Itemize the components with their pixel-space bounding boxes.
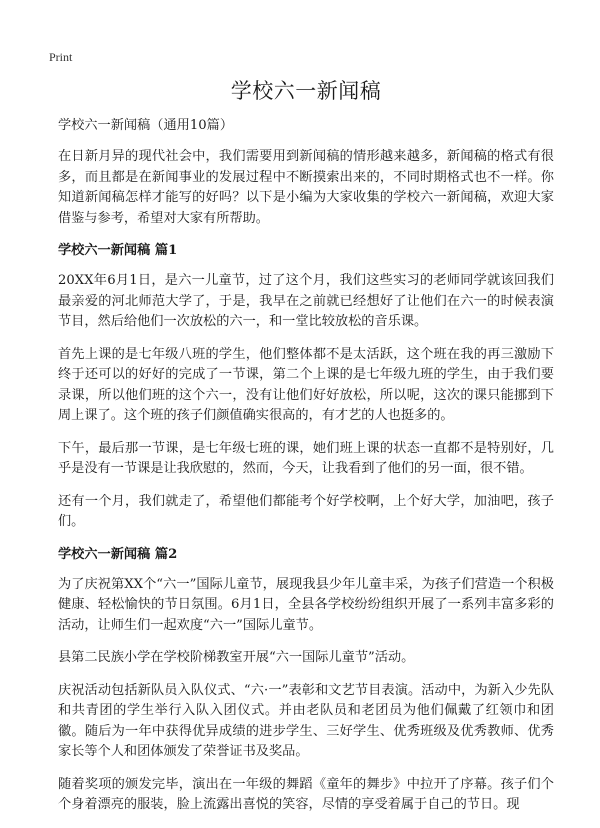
document-page [58,78,554,828]
section-1-paragraph-3: 下午，最后那一节课，是七年级七班的课，她们班上课的状态一直都不是特别好，几乎是没有一节课是让我欣慰的，然而，今天，让我看到了他们的另一面，很不错。 [58,440,554,476]
page-title: 学校六一新闻稿 [230,79,382,103]
section-heading-1: 学校六一新闻稿 篇1 [58,243,178,258]
section-1-paragraph-1: 20XX年6月1日，是六一儿童节，过了这个月，我们这些实习的老师同学就该回我们最亲爱的河北师范大学了，于是，我早在之前就已经想好了让他们在六一的时候表演节目，然后给他们一次放松的六一，和一堂比较放松的音乐课。 [58,273,554,329]
intro-paragraph: 在日新月异的现代社会中，我们需要用到新闻稿的情形越来越多，新闻稿的格式有很多，而且都是在新闻事业的发展过程中不断摸索出来的，不同时期格式也不一样。你知道新闻稿怎样才能写的好吗？以下是小编为大家收集的学校六一新闻稿，欢迎大家借鉴与参考，希望对大家有所帮助。 [58,149,554,226]
section-2-paragraph-3: 庆祝活动包括新队员入队仪式、“六·一”表彰和文艺节目表演。活动中，为新入少先队和共青团的学生举行入队入团仪式。并由老队员和老团员为他们佩戴了红领巾和团徽。随后为一年中获得优异成绩的进步学生、三好学生、优秀班级及优秀教师、优秀家长等个人和团体颁发了荣誉证书及奖品。 [58,682,554,759]
section-heading-2: 学校六一新闻稿 篇2 [58,546,178,562]
document-subtitle: 学校六一新闻稿（通用10篇） [58,118,234,133]
section-2-paragraph-2: 县第二民族小学在学校阶梯教室开展“六一国际儿童节”活动。 [58,650,415,665]
section-2-paragraph-1: 为了庆祝第XX个“六一”国际儿童节，展现我县少年儿童丰采，为孩子们营造一个积极健康、轻松愉快的节日氛围。6月1日，全县各学校纷纷组织开展了一系列丰富多彩的活动，让师生们一起欢度“六一”国际儿童节。 [58,576,554,633]
section-1-paragraph-2: 首先上课的是七年级八班的学生，他们整体都不是太活跃，这个班在我的再三激励下终于还可以的好好的完成了一节课，第二个上课的是七年级九班的学生，由于我们要录课，所以他们班的这个六一，没有让他们好好放松，所以呢，这次的课只能挪到下周上课了。这个班的孩子们颜值确实很高的，有才艺的人也挺多的。 [58,346,554,423]
section-2-paragraph-4: 随着奖项的颁发完毕，演出在一年级的舞蹈《童年的舞步》中拉开了序幕。孩子们个个身着漂亮的服装，脸上流露出喜悦的笑容，尽情的享受着属于自己的节日。现 [58,776,554,812]
print-link[interactable]: Print [49,50,73,64]
section-1-paragraph-4: 还有一个月，我们就走了，希望他们都能考个好学校啊，上个好大学，加油吧，孩子们。 [58,493,554,529]
